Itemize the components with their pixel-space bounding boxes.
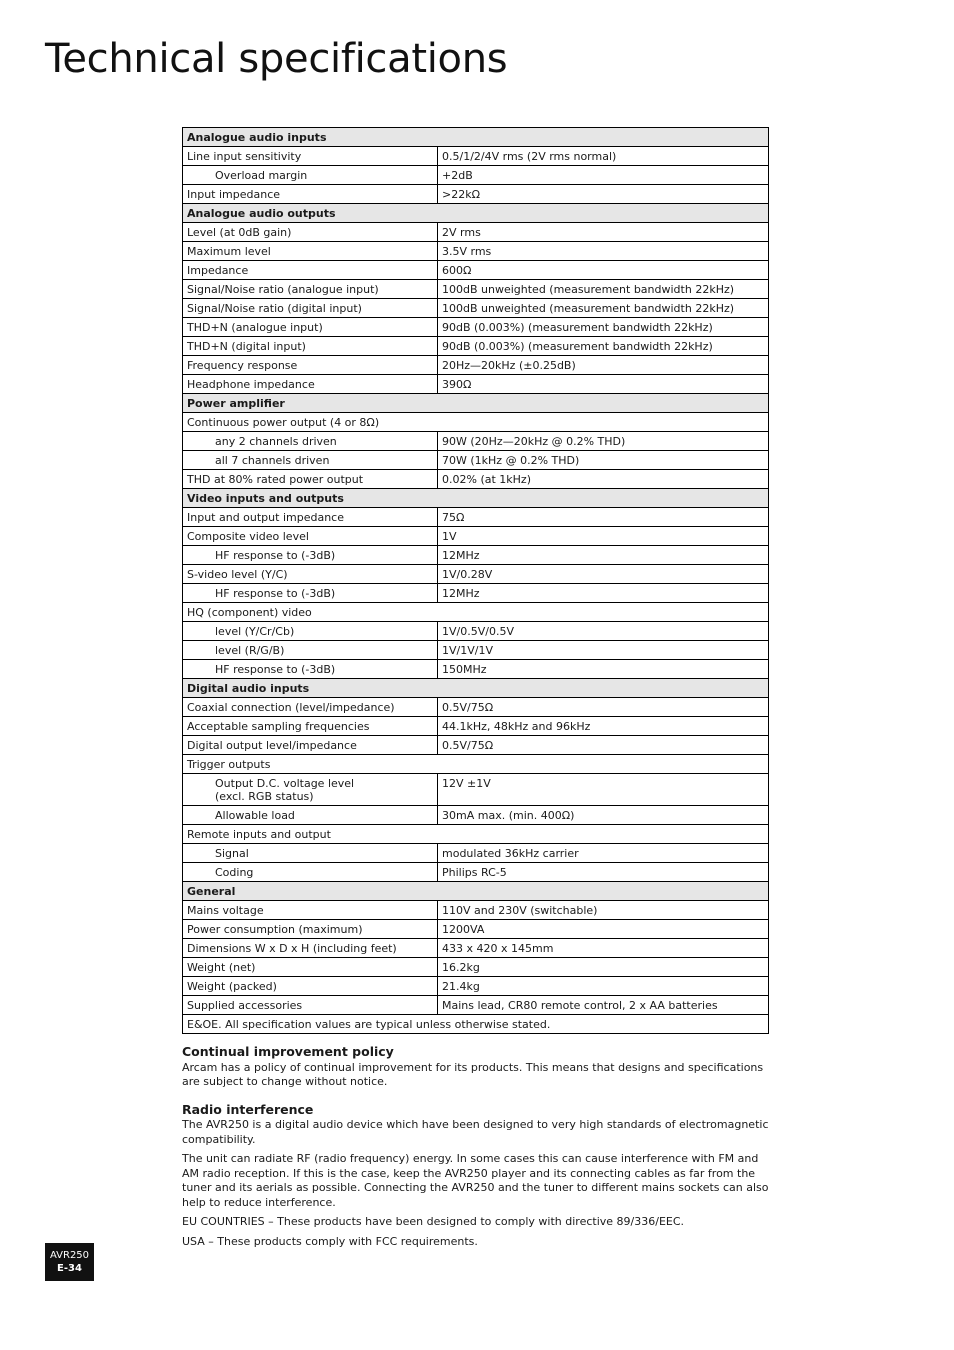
spec-row (183, 527, 769, 546)
spec-value: 110V and 230V (switchable) (438, 901, 769, 920)
spec-value: Mains lead, CR80 remote control, 2 x AA batteries (438, 996, 769, 1015)
spec-value: 12MHz (438, 584, 769, 603)
section-header-row (183, 204, 769, 223)
spec-label: Weight (net) (183, 958, 438, 977)
spec-label: Allowable load (183, 806, 438, 825)
spec-value: 90W (20Hz—20kHz @ 0.2% THD) (438, 432, 769, 451)
spec-value: 20Hz—20kHz (±0.25dB) (438, 356, 769, 375)
spec-row (183, 185, 769, 204)
spec-label: Signal (183, 844, 438, 863)
spec-row (183, 806, 769, 825)
spec-value: 100dB unweighted (measurement bandwidth 22kHz) (438, 280, 769, 299)
spec-label: Line input sensitivity (183, 147, 438, 166)
section-header-row (183, 679, 769, 698)
spec-row (183, 375, 769, 394)
spec-value: 12MHz (438, 546, 769, 565)
section-title: General (183, 882, 769, 901)
spec-row (183, 736, 769, 755)
spec-label: Input impedance (183, 185, 438, 204)
spec-label: Signal/Noise ratio (analogue input) (183, 280, 438, 299)
page-number: E-34 (57, 1263, 82, 1274)
spec-label: Input and output impedance (183, 508, 438, 527)
spec-row (183, 717, 769, 736)
spec-label: Acceptable sampling frequencies (183, 717, 438, 736)
radio-heading: Radio interference (182, 1101, 314, 1117)
spec-row (183, 432, 769, 451)
spec-row (183, 977, 769, 996)
spec-row (183, 660, 769, 679)
spec-value: 1200VA (438, 920, 769, 939)
spec-row (183, 451, 769, 470)
spec-row (183, 901, 769, 920)
spec-group-label: Remote inputs and output (183, 825, 769, 844)
spec-value: 21.4kg (438, 977, 769, 996)
spec-label: THD+N (digital input) (183, 337, 438, 356)
spec-group-row (183, 603, 769, 622)
spec-value: 30mA max. (min. 400Ω) (438, 806, 769, 825)
model-label: AVR250 (49, 1250, 90, 1261)
spec-group-label: Trigger outputs (183, 755, 769, 774)
spec-label: Coaxial connection (level/impedance) (183, 698, 438, 717)
spec-label: level (Y/Cr/Cb) (183, 622, 438, 641)
spec-label: HF response to (-3dB) (183, 546, 438, 565)
spec-label: HF response to (-3dB) (183, 584, 438, 603)
spec-group-row (183, 1015, 769, 1034)
spec-row (183, 470, 769, 489)
spec-row (183, 280, 769, 299)
spec-value: 0.5V/75Ω (438, 736, 769, 755)
spec-group-row (183, 413, 769, 432)
improvement-text: Arcam has a policy of continual improvement for its products. This means that designs and specifications are subject to change without notice. (182, 1060, 764, 1088)
spec-value: 0.02% (at 1kHz) (438, 470, 769, 489)
spec-row (183, 223, 769, 242)
spec-label: Dimensions W x D x H (including feet) (183, 939, 438, 958)
spec-value: +2dB (438, 166, 769, 185)
spec-label: Headphone impedance (183, 375, 438, 394)
spec-value: 44.1kHz, 48kHz and 96kHz (438, 717, 769, 736)
section-title: Digital audio inputs (183, 679, 769, 698)
section-title: Analogue audio inputs (183, 128, 769, 147)
spec-row (183, 546, 769, 565)
spec-value: 433 x 420 x 145mm (438, 939, 769, 958)
spec-value: >22kΩ (438, 185, 769, 204)
spec-label: Impedance (183, 261, 438, 280)
spec-row (183, 356, 769, 375)
spec-label: Frequency response (183, 356, 438, 375)
spec-row (183, 337, 769, 356)
spec-value: 75Ω (438, 508, 769, 527)
improvement-heading: Continual improvement policy (182, 1044, 394, 1059)
spec-label: any 2 channels driven (183, 432, 438, 451)
section-title: Analogue audio outputs (183, 204, 769, 223)
spec-label: Overload margin (183, 166, 438, 185)
spec-row (183, 863, 769, 882)
spec-label: Coding (183, 863, 438, 882)
spec-value: 12V ±1V (438, 774, 769, 806)
section-header-row (183, 394, 769, 413)
spec-label: Maximum level (183, 242, 438, 261)
spec-label: S-video level (Y/C) (183, 565, 438, 584)
radio-paragraph: The unit can radiate RF (radio frequency) energy. In some cases this can cause interference with FM and AM radio reception. If this is the case, keep the AVR250 player and its connecting cables as far from the tuner and its aerials as possible. Connecting the AVR250 and the tuner to different mains sockets can also help to reduce interference. (182, 1152, 769, 1209)
spec-row (183, 565, 769, 584)
spec-row (183, 318, 769, 337)
radio-paragraph: USA – These products comply with FCC requirements. (182, 1234, 478, 1248)
spec-row (183, 939, 769, 958)
spec-value: 1V/0.5V/0.5V (438, 622, 769, 641)
spec-row (183, 958, 769, 977)
spec-value: 90dB (0.003%) (measurement bandwidth 22kHz) (438, 318, 769, 337)
spec-label: Mains voltage (183, 901, 438, 920)
section-title: Video inputs and outputs (183, 489, 769, 508)
spec-label: THD+N (analogue input) (183, 318, 438, 337)
specifications-table (182, 127, 769, 1034)
radio-paragraph: EU COUNTRIES – These products have been designed to comply with directive 89/336/EEC. (182, 1215, 685, 1228)
spec-group-label: Continuous power output (4 or 8Ω) (183, 413, 769, 432)
spec-row (183, 261, 769, 280)
spec-label: Composite video level (183, 527, 438, 546)
spec-group-row (183, 755, 769, 774)
spec-row (183, 920, 769, 939)
spec-row (183, 242, 769, 261)
spec-row (183, 299, 769, 318)
spec-group-row (183, 825, 769, 844)
spec-row (183, 641, 769, 660)
spec-label: all 7 channels driven (183, 451, 438, 470)
radio-paragraph: The AVR250 is a digital audio device which have been designed to very high standards of electromagnetic compatibility. (182, 1118, 769, 1146)
spec-label: Power consumption (maximum) (183, 920, 438, 939)
spec-row (183, 698, 769, 717)
page-title: Technical specifications (45, 36, 508, 82)
spec-row (183, 166, 769, 185)
spec-row (183, 844, 769, 863)
spec-label: HF response to (-3dB) (183, 660, 438, 679)
spec-row (183, 622, 769, 641)
spec-label: level (R/G/B) (183, 641, 438, 660)
section-title: Power amplifier (183, 394, 769, 413)
section-header-row (183, 489, 769, 508)
notes-section (182, 1045, 774, 1254)
spec-value: 70W (1kHz @ 0.2% THD) (438, 451, 769, 470)
spec-value: 3.5V rms (438, 242, 769, 261)
spec-value: 100dB unweighted (measurement bandwidth 22kHz) (438, 299, 769, 318)
spec-value: 600Ω (438, 261, 769, 280)
spec-value: 390Ω (438, 375, 769, 394)
spec-value: 0.5/1/2/4V rms (2V rms normal) (438, 147, 769, 166)
spec-value: 150MHz (438, 660, 769, 679)
page-badge (45, 1243, 94, 1281)
spec-value: 90dB (0.003%) (measurement bandwidth 22kHz) (438, 337, 769, 356)
spec-label: THD at 80% rated power output (183, 470, 438, 489)
spec-value: 1V (438, 527, 769, 546)
spec-row (183, 147, 769, 166)
spec-label: Level (at 0dB gain) (183, 223, 438, 242)
spec-label: Signal/Noise ratio (digital input) (183, 299, 438, 318)
spec-label: Supplied accessories (183, 996, 438, 1015)
section-header-row (183, 882, 769, 901)
spec-value: 1V/0.28V (438, 565, 769, 584)
spec-row (183, 774, 769, 806)
spec-row (183, 996, 769, 1015)
spec-label: Digital output level/impedance (183, 736, 438, 755)
spec-label: Output D.C. voltage level (excl. RGB status) (183, 774, 438, 806)
spec-label: Weight (packed) (183, 977, 438, 996)
spec-row (183, 584, 769, 603)
spec-value: 2V rms (438, 223, 769, 242)
spec-value: 0.5V/75Ω (438, 698, 769, 717)
spec-value: 1V/1V/1V (438, 641, 769, 660)
spec-row (183, 508, 769, 527)
spec-value: modulated 36kHz carrier (438, 844, 769, 863)
spec-group-label: HQ (component) video (183, 603, 769, 622)
section-header-row (183, 128, 769, 147)
spec-value: Philips RC-5 (438, 863, 769, 882)
spec-value: 16.2kg (438, 958, 769, 977)
spec-group-label: E&OE. All specification values are typical unless otherwise stated. (183, 1015, 769, 1034)
